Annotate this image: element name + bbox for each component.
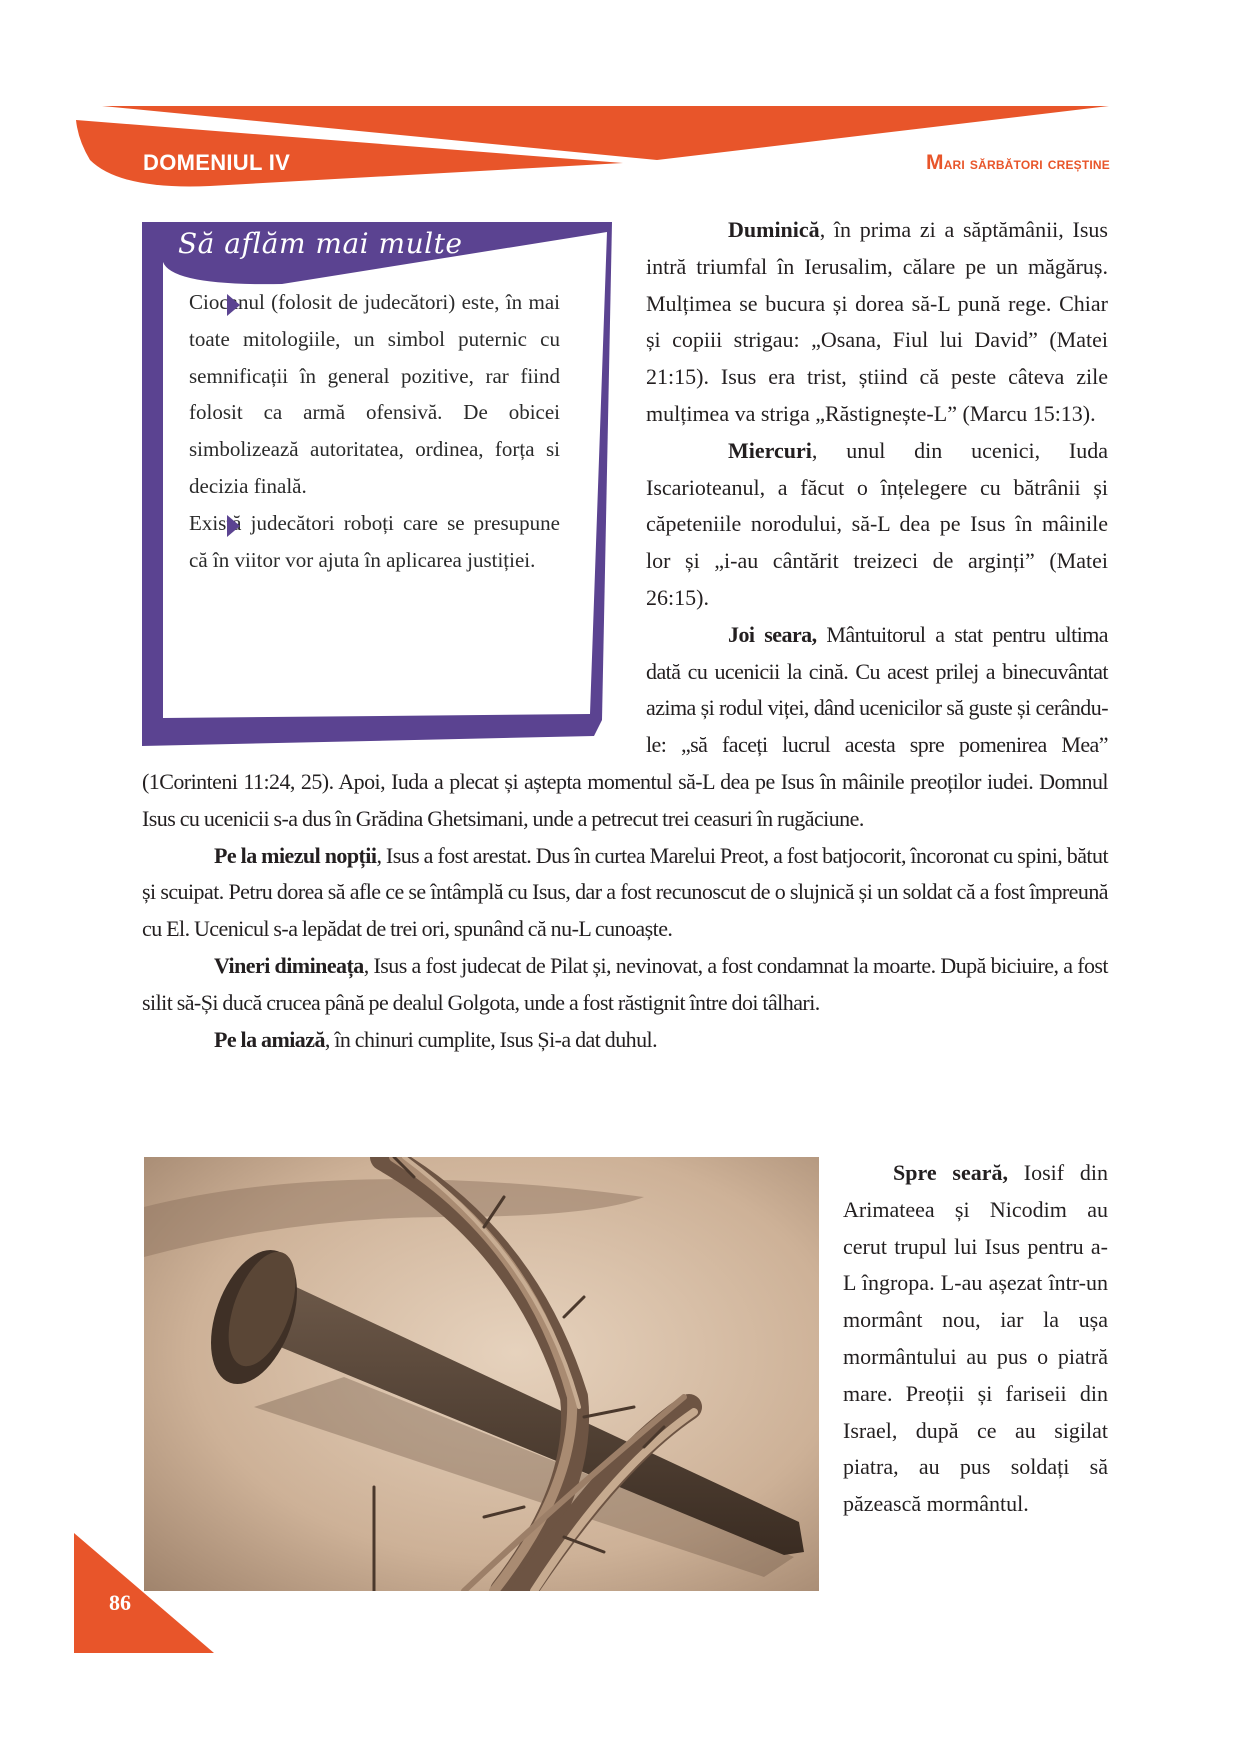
day-label: Pe la amiază (214, 1026, 325, 1052)
info-item: Ciocanul (folosit de judecători) este, în mai toate mitologiile, un simbol puternic cu semnificații în general pozitive, rar fiind folosit ca armă ofensivă. De obicei simbolizează autoritatea, ordinea, forța si decizia finală. (189, 290, 560, 498)
info-box (142, 212, 614, 760)
evening-paragraph (843, 1155, 1108, 1523)
crown-of-thorns-photo (144, 1157, 819, 1591)
paragraph-text: , în prima zi a săptămânii, Isus intră triumfal în Ierusalim, călare pe un măgăruș. Mulțimea se bucura și dorea să-L pună rege. Chiar și copiii strigau: „Osana, Fiul lui David” (Matei 21:15). Isus era trist, știind că peste câteva zile mulțimea va striga „Răstignește-L” (Marcu 15:13). (646, 217, 1108, 426)
paragraph-text: , Isus a fost judecat de Pilat și, nevinovat, a fost condamnat la moarte. După biciuire, a fost silit să-Și ducă crucea până pe dealul Golgota, unde a fost răstignit între doi tâlhari. (142, 952, 1108, 1015)
paragraph-text: , în chinuri cumplite, Isus Și-a dat duhul. (324, 1026, 658, 1052)
paragraph-text: Mântuitorul a stat pentru ultima dată cu ucenicii la cină. Cu acest prilej a binecuvântat azima și rodul viței, dând ucenicilor să guste și cerându-le: „să faceți lucrul acesta spre pomenirea Mea” (1Corinteni 11:24, 25). Apoi, Iuda a plecat și aștepta momentul să-L dea pe Isus în mâinile preoților iudei. Domnul Isus cu ucenicii s-a dus în Grădina Ghetsimani, unde a petrecut trei ceasuri în rugăciune. (142, 621, 1108, 831)
paragraph-text: , unul din ucenici, Iuda Iscarioteanul, a făcut o înțelegere cu bătrânii și căpeteniile norodului, să-L dea pe Isus în mâinile lor și „i-au cântărit treizeci de arginți” (Matei 26:15). (646, 437, 1108, 610)
day-label: Miercuri (728, 437, 812, 463)
day-label: Spre seară, (893, 1160, 1008, 1185)
day-label: Pe la miezul nopții (214, 842, 377, 868)
main-text (142, 212, 1108, 1058)
domain-label: DOMENIUL IV (143, 150, 291, 175)
page-number: 86 (109, 1590, 131, 1615)
paragraph-text: Iosif din Arimateea și Nicodim au cerut trupul lui Isus pentru a-L îngropa. L-au așezat într-un mormânt nou, iar la ușa mormântului au pus o piatră mare. Preoții și fariseii din Israel, după ce au sigilat piatra, au pus soldați să păzească mormântul. (843, 1160, 1108, 1517)
day-label: Duminică (728, 217, 820, 242)
info-item: Există judecători roboți care se presupune că în viitor vor ajuta în aplicarea justiției. (189, 510, 560, 572)
info-box-title: Să aflăm mai multe (178, 227, 463, 260)
bullet-triangle-icon (227, 294, 240, 316)
paragraph-friday (142, 948, 1108, 1022)
paragraph-text: , Isus a fost arestat. Dus în curtea Marelui Preot, a fost batjocorit, încoronat cu spini, bătut și scuipat. Petru dorea să afle ce se întâmplă cu Isus, dar a fost recunoscut de o slujnică și un soldat că a fost împreună cu El. Ucenicul s-a lepădat de trei ori, spunând că nu-L cunoaște. (142, 842, 1109, 942)
page-corner (74, 1533, 214, 1653)
day-label: Vineri dimineața (214, 952, 364, 978)
paragraph-noon (142, 1022, 1108, 1059)
day-label: Joi seara, (728, 621, 817, 647)
chapter-title (845, 151, 1110, 175)
paragraph-midnight (142, 838, 1108, 948)
chapter-title-initial: M (925, 151, 944, 174)
bullet-triangle-icon (227, 515, 240, 537)
chapter-title-rest: ari sărbători creștine (943, 154, 1110, 173)
paragraph-evening (843, 1155, 1108, 1523)
